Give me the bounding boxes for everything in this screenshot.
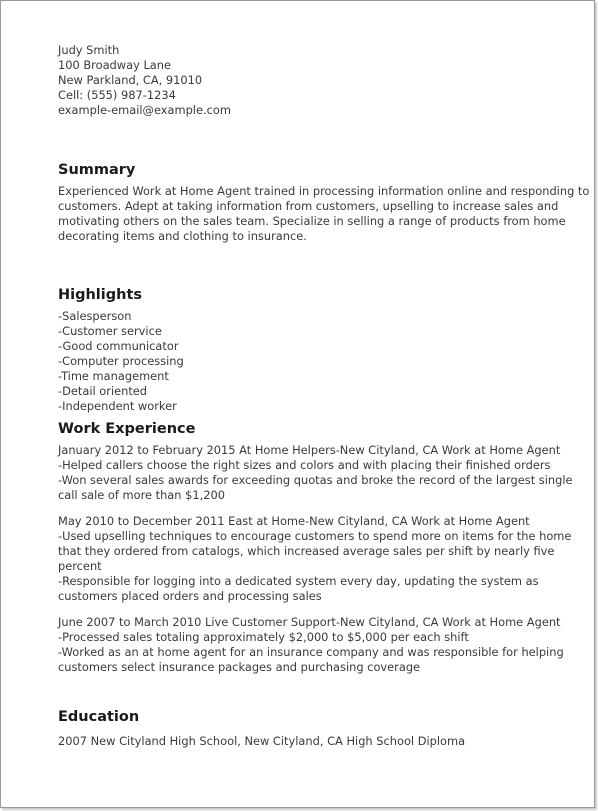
job-title: June 2007 to March 2010 Live Customer Support-New Cityland, CA Work at Home Agent — [58, 615, 561, 629]
list-item: -Good communicator — [58, 339, 179, 353]
job-entry — [58, 615, 590, 675]
contact-address: 100 Broadway Lane — [58, 58, 171, 72]
list-item: -Customer service — [58, 324, 162, 338]
highlights-list — [58, 309, 590, 414]
education-heading: Education — [58, 709, 140, 725]
summary-heading: Summary — [58, 162, 136, 178]
highlights-heading: Highlights — [58, 287, 143, 303]
education-text: 2007 New Cityland High School, New Cityland, CA High School Diploma — [58, 734, 466, 748]
job-duty: -Responsible for logging into a dedicated system every day, updating the system as customers placed orders and processing sales — [58, 574, 539, 603]
job-title: May 2010 to December 2011 East at Home-New Cityland, CA Work at Home Agent — [58, 514, 530, 528]
list-item: -Detail oriented — [58, 384, 148, 398]
list-item: -Computer processing — [58, 354, 184, 368]
list-item: -Time management — [58, 369, 169, 383]
job-duty: -Used upselling techniques to encourage customers to spend more on items for the home that they ordered from catalogs, which increased average sales per shift by nearly five percent — [58, 529, 572, 573]
job-duty: -Helped callers choose the right sizes and colors and with placing their finished orders — [58, 458, 551, 472]
job-duty: -Won several sales awards for exceeding quotas and broke the record of the largest single call sale of more than $1,200 — [58, 473, 573, 502]
experience-heading: Work Experience — [58, 421, 196, 437]
contact-name: Judy Smith — [58, 43, 120, 57]
contact-phone: Cell: (555) 987-1234 — [58, 88, 176, 102]
contact-email: example-email@example.com — [58, 103, 231, 117]
summary-text: Experienced Work at Home Agent trained in processing information online and responding to customers. Adept at taking information from customers, upselling to increase sales and motivating others on the sales team. Specialize in selling a range of products from home decorating items and clothing to insurance. — [58, 184, 590, 243]
job-title: January 2012 to February 2015 At Home Helpers-New Cityland, CA Work at Home Agent — [58, 443, 561, 457]
contact-block — [58, 43, 590, 118]
job-duty: -Worked as an at home agent for an insurance company and was responsible for helping customers select insurance packages and purchasing coverage — [58, 645, 564, 674]
job-duty: -Processed sales totaling approximately $2,000 to $5,000 per each shift — [58, 630, 469, 644]
job-entry — [58, 514, 590, 604]
list-item: -Salesperson — [58, 309, 132, 323]
contact-city: New Parkland, CA, 91010 — [58, 73, 203, 87]
list-item: -Independent worker — [58, 399, 177, 413]
resume-content — [58, 43, 590, 749]
job-entry — [58, 443, 590, 503]
experience-list — [58, 443, 590, 675]
